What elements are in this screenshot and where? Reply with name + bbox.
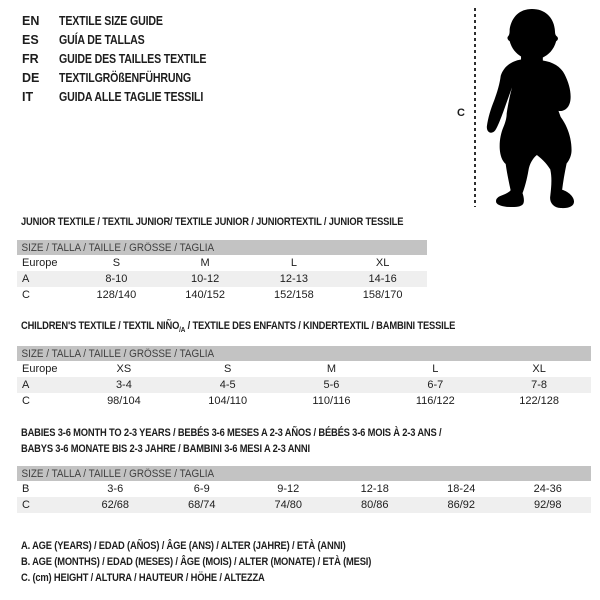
value-cell: 128/140 — [96, 289, 137, 301]
value-cell: 4-5 — [176, 377, 280, 393]
value-cell: M — [326, 363, 337, 375]
value-cell: 12-13 — [250, 271, 339, 287]
value-cell: 3-4 — [72, 377, 176, 393]
value-cell: 98/104 — [107, 395, 141, 407]
row-label-cell: Europe — [22, 363, 58, 375]
lang-label: TEXTILE SIZE GUIDE — [59, 13, 163, 28]
lang-code: FR — [22, 51, 39, 66]
value-cell: 152/158 — [273, 289, 314, 301]
legend-line-c: C. (cm) HEIGHT / ALTURA / HAUTEUR / HÖHE / ALTEZZA — [21, 572, 265, 584]
value-cell: XL — [375, 257, 390, 269]
table-row-height — [17, 287, 427, 303]
value-cell: 6-7 — [383, 377, 487, 393]
lang-label: GUIDA ALLE TAGLIE TESSILI — [59, 89, 204, 104]
value-cell: 68/74 — [159, 497, 246, 513]
value-cell: 86/92 — [418, 497, 505, 513]
size-header-text: SIZE / TALLA / TAILLE / GRÖSSE / TAGLIA — [21, 241, 215, 254]
children-section-title-text: CHILDREN'S TEXTILE / TEXTIL $NIÑO_{/A}$ / TEXTILE DES ENFANTS / KINDERTEXTIL / BAMBINI TESSILE — [21, 320, 456, 335]
lang-label: TEXTILGRÖßENFÜHRUNG — [59, 70, 191, 85]
value-cell: L — [290, 257, 297, 269]
value-cell: S — [224, 363, 232, 375]
value-cell: 122/128 — [519, 395, 559, 407]
value-cell: 7-8 — [487, 377, 591, 393]
size-header-row — [17, 466, 591, 481]
size-header-row — [17, 240, 427, 255]
row-label-cell: Europe — [22, 257, 58, 269]
size-header-text: SIZE / TALLA / TAILLE / GRÖSSE / TAGLIA — [21, 347, 215, 360]
row-label-cell: A — [17, 271, 72, 287]
children-section-title — [21, 318, 532, 338]
value-cell: S — [112, 257, 121, 269]
lang-code: ES — [22, 32, 39, 47]
children-size-table — [17, 346, 591, 409]
value-cell: 74/80 — [245, 497, 332, 513]
junior-section-title-text: JUNIOR TEXTILE / TEXTIL JUNIOR/ TEXTILE JUNIOR / JUNIORTEXTIL / JUNIOR TESSILE — [21, 216, 404, 228]
value-cell: 140/152 — [185, 289, 225, 301]
table-row-europe — [17, 255, 427, 271]
baby-silhouette-icon — [450, 4, 600, 212]
value-cell: 92/98 — [505, 497, 592, 513]
size-header-bar — [17, 466, 591, 481]
babies-title-line2: BABYS 3-6 MONATE BIS 2-3 JAHRE / BAMBINI 3-6 MESI A 2-3 ANNI — [21, 443, 310, 455]
lang-row-it — [22, 87, 232, 106]
size-header-text: SIZE / TALLA / TAILLE / GRÖSSE / TAGLIA — [21, 467, 215, 480]
junior-section-title — [21, 214, 471, 230]
table-row-age-months — [17, 481, 591, 497]
table-row-age-years — [17, 377, 591, 393]
language-list — [22, 11, 232, 106]
babies-size-table — [17, 466, 591, 513]
height-measure-label: C — [457, 107, 465, 119]
babies-title-line1: BABIES 3-6 MONTH TO 2-3 YEARS / BEBÉS 3-6 MESES A 2-3 AÑOS / BÉBÉS 3-6 MOIS À 2-3 ANS / — [21, 427, 442, 439]
legend — [21, 538, 433, 586]
value-cell: 10-12 — [161, 271, 250, 287]
value-cell: 18-24 — [447, 483, 476, 495]
value-cell: 5-6 — [280, 377, 384, 393]
legend-line-b: B. AGE (MONTHS) / EDAD (MESES) / ÂGE (MOIS) / ALTER (MONATE) / ETÀ (MESI) — [21, 556, 372, 568]
lang-code: DE — [22, 70, 40, 85]
value-cell: L — [432, 363, 439, 375]
size-header-bar — [17, 346, 591, 361]
value-cell: 12-18 — [360, 483, 389, 495]
value-cell: 110/116 — [312, 395, 351, 407]
row-label-cell: C — [22, 395, 30, 407]
lang-row-fr — [22, 49, 232, 68]
value-cell: 80/86 — [332, 497, 419, 513]
title-subscript: /A — [179, 325, 186, 335]
size-header-bar — [17, 240, 427, 255]
value-cell: 158/170 — [362, 289, 403, 301]
value-cell: 8-10 — [72, 271, 161, 287]
value-cell: M — [200, 257, 210, 269]
row-label-cell: A — [17, 377, 72, 393]
size-header-row — [17, 346, 591, 361]
lang-code: IT — [22, 89, 34, 104]
value-cell: 14-16 — [338, 271, 427, 287]
lang-row-de — [22, 68, 232, 87]
row-label-cell: B — [22, 483, 30, 495]
value-cell: 3-6 — [107, 483, 124, 495]
value-cell: 62/68 — [72, 497, 159, 513]
lang-code: EN — [22, 13, 40, 28]
table-row-height — [17, 497, 591, 513]
value-cell: XL — [532, 363, 546, 375]
row-label-cell: C — [22, 289, 30, 301]
lang-label: GUÍA DE TALLAS — [59, 32, 145, 47]
junior-size-table — [17, 240, 427, 303]
value-cell: XS — [116, 363, 132, 375]
lang-label: GUIDE DES TAILLES TEXTILE — [59, 51, 207, 66]
value-cell: 24-36 — [533, 483, 562, 495]
lang-row-en — [22, 11, 232, 30]
lang-row-es — [22, 30, 232, 49]
table-row-height — [17, 393, 591, 409]
value-cell: 116/122 — [415, 395, 455, 407]
table-row-age-years — [17, 271, 427, 287]
value-cell: 6-9 — [193, 483, 210, 495]
legend-line-a: A. AGE (YEARS) / EDAD (AÑOS) / ÂGE (ANS) / ALTER (JAHRE) / ETÀ (ANNI) — [21, 540, 346, 552]
table-row-europe — [17, 361, 591, 377]
value-cell: 9-12 — [277, 483, 300, 495]
row-label-cell: C — [17, 497, 72, 513]
babies-section-title — [21, 425, 516, 457]
value-cell: 104/110 — [208, 395, 248, 407]
